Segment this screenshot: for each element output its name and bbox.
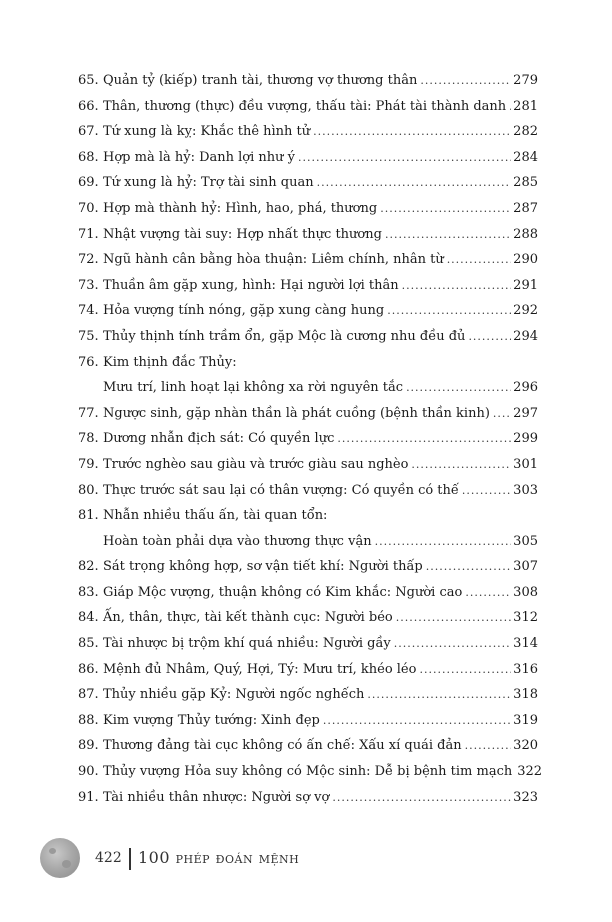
dot-leader	[493, 401, 511, 427]
toc-entry-page: 279	[513, 73, 538, 88]
toc-entry-number: 87.	[78, 687, 99, 703]
toc-entry	[78, 170, 538, 196]
toc-entry-number: 73.	[78, 277, 99, 293]
toc-entry-title: Dương nhẫn địch sát: Có quyền lực	[103, 431, 335, 447]
toc-entry-title: Quản tỷ (kiếp) tranh tài, thương vợ thương thân	[103, 73, 418, 88]
toc-entry-title: Thương đảng tài cục không có ấn chế: Xấu xí quái đản	[103, 738, 462, 754]
toc-entry-page: 301	[513, 456, 538, 472]
toc-entry-page: 287	[513, 200, 538, 216]
toc-entry-title: Tài nhiều thân nhược: Người sợ vợ	[103, 789, 330, 805]
toc-entry-page: 292	[513, 303, 538, 319]
toc-entry	[78, 682, 538, 708]
toc-entry-page: 312	[513, 610, 538, 626]
toc-entry	[78, 119, 538, 145]
toc-entry-title: Tứ xung là kỵ: Khắc thê hình tử	[103, 124, 311, 140]
toc-entry-title: Tứ xung là hỷ: Trợ tài sinh quan	[103, 175, 314, 191]
toc-entry-number: 91.	[78, 789, 99, 805]
toc-entry-page: 285	[513, 175, 538, 191]
toc-entry-page: 314	[513, 636, 538, 652]
table-of-contents	[78, 68, 543, 810]
toc-entry	[78, 68, 538, 94]
toc-entry	[78, 247, 538, 273]
toc-entry-number: 75.	[78, 328, 99, 344]
toc-entry-number: 66.	[78, 98, 99, 114]
toc-entry-title: Thân, thương (thực) đều vượng, thấu tài: Phát tài thành danh	[103, 98, 507, 114]
dot-leader	[402, 273, 512, 299]
dot-leader	[406, 375, 511, 401]
toc-entry-page: 318	[513, 687, 538, 703]
toc-entry	[78, 401, 538, 427]
toc-entry-page: 284	[513, 149, 538, 165]
toc-entry-title: Hoàn toàn phải dựa vào thương thực vận	[103, 533, 372, 549]
page-number: 422	[95, 850, 122, 866]
toc-entry-number: 89.	[78, 738, 99, 754]
dot-leader	[385, 222, 511, 248]
toc-entry-page: 319	[513, 712, 538, 728]
dot-leader	[380, 196, 511, 222]
toc-entry-number: 86.	[78, 661, 99, 677]
toc-entry-title: Sát trọng không hợp, sơ vận tiết khí: Người thấp	[103, 559, 423, 575]
dot-leader	[468, 324, 511, 350]
toc-entry-page: 322	[517, 764, 543, 780]
toc-entry-page: 305	[513, 533, 538, 549]
toc-entry-title: Trước nghèo sau giàu và trước giàu sau nghèo	[103, 456, 409, 472]
dot-leader	[465, 733, 512, 759]
toc-entry	[78, 426, 538, 452]
toc-entry-number: 80.	[78, 482, 99, 498]
toc-entry-number: 81.	[78, 508, 99, 524]
toc-entry-title: Mưu trí, linh hoạt lại không xa rời nguyên tắc	[103, 380, 404, 396]
toc-entry-number: 72.	[78, 252, 99, 268]
dot-leader	[367, 682, 511, 708]
toc-entry	[78, 350, 538, 401]
toc-entry-title: Ấn, thân, thực, tài kết thành cục: Người béo	[103, 610, 393, 626]
toc-entry-number: 69.	[78, 175, 99, 191]
toc-entry	[78, 733, 538, 759]
toc-entry-page: 323	[513, 789, 538, 805]
toc-entry-title: Thủy thịnh tính trầm ổn, gặp Mộc là cương nhu đều đủ	[103, 328, 466, 344]
toc-entry	[78, 503, 538, 554]
toc-entry-title: Giáp Mộc vượng, thuận không có Kim khắc: Người cao	[103, 584, 463, 600]
toc-entry-title: Kim thịnh đắc Thủy:	[103, 354, 237, 370]
dot-leader	[426, 554, 511, 580]
dot-leader	[337, 426, 511, 452]
toc-entry-number: 67.	[78, 124, 99, 140]
toc-entry-number: 85.	[78, 636, 99, 652]
toc-entry-number: 83.	[78, 584, 99, 600]
footer-separator	[129, 848, 131, 870]
toc-entry-number: 71.	[78, 226, 99, 242]
toc-entry	[78, 324, 538, 350]
toc-entry	[78, 631, 538, 657]
toc-entry-title: Nhật vượng tài suy: Hợp nhất thực thương	[103, 226, 382, 242]
toc-entry-title: Hỏa vượng tính nóng, gặp xung càng hung	[103, 303, 385, 319]
toc-entry-page: 296	[513, 380, 538, 396]
toc-entry	[78, 145, 538, 171]
dot-leader	[313, 119, 511, 145]
toc-entry-title: Thủy nhiều gặp Kỷ: Người ngốc nghếch	[103, 687, 365, 703]
toc-entry-page: 320	[513, 738, 538, 754]
toc-entry-number: 82.	[78, 559, 99, 575]
dot-leader	[317, 170, 512, 196]
toc-entry-page: 290	[513, 252, 538, 268]
toc-entry-page: 288	[513, 226, 538, 242]
toc-entry-number: 65.	[78, 73, 99, 88]
toc-entry-number: 68.	[78, 149, 99, 165]
dot-leader	[387, 298, 511, 324]
toc-entry	[78, 273, 538, 299]
dot-leader	[465, 580, 511, 606]
toc-entry-title: Hợp mà thành hỷ: Hình, hao, phá, thương	[103, 200, 378, 216]
dot-leader	[411, 452, 511, 478]
toc-entry-title: Mệnh đủ Nhâm, Quý, Hợi, Tý: Mưu trí, khéo léo	[103, 661, 417, 677]
toc-entry	[78, 580, 538, 606]
toc-entry	[78, 452, 538, 478]
toc-entry-page: 297	[513, 405, 538, 421]
moon-icon	[40, 838, 80, 878]
toc-entry-page: 303	[513, 482, 538, 498]
dot-leader	[394, 631, 511, 657]
dot-leader	[298, 145, 511, 171]
toc-entry-title: Ngũ hành cân bằng hòa thuận: Liêm chính, nhân từ	[103, 252, 444, 268]
toc-entry-number: 88.	[78, 712, 99, 728]
toc-entry	[78, 222, 538, 248]
toc-entry-title: Nhẫn nhiều thấu ấn, tài quan tổn:	[103, 508, 328, 524]
toc-entry-number: 70.	[78, 200, 99, 216]
toc-entry	[78, 759, 543, 785]
toc-entry-page: 281	[513, 98, 538, 114]
toc-entry-title: Ngược sinh, gặp nhàn thần là phát cuồng (bệnh thần kinh)	[103, 405, 490, 421]
dot-leader	[323, 708, 511, 734]
toc-entry-page: 282	[513, 124, 538, 140]
toc-entry-number: 79.	[78, 456, 99, 472]
toc-entry	[78, 478, 538, 504]
toc-entry-number: 76.	[78, 354, 99, 370]
dot-leader	[419, 657, 511, 683]
dot-leader	[332, 785, 511, 811]
toc-entry-title: Tài nhược bị trộm khí quá nhiều: Người gầy	[103, 636, 391, 652]
toc-entry	[78, 708, 538, 734]
toc-entry-title: Thuần âm gặp xung, hình: Hại người lợi thân	[103, 277, 399, 293]
toc-entry-title: Thủy vượng Hỏa suy không có Mộc sinh: Dễ bị bệnh tim mạch	[103, 764, 513, 780]
toc-entry-page: 291	[513, 277, 538, 293]
dot-leader	[509, 94, 511, 120]
dot-leader	[375, 529, 512, 555]
toc-entry-number: 77.	[78, 405, 99, 421]
toc-entry-number: 84.	[78, 610, 99, 626]
toc-entry	[78, 298, 538, 324]
toc-entry-number: 74.	[78, 303, 99, 319]
toc-entry-page: 294	[513, 328, 538, 344]
toc-entry-number: 90.	[78, 764, 99, 780]
toc-entry-number: 78.	[78, 431, 99, 447]
dot-leader	[420, 68, 511, 94]
toc-entry-page: 308	[513, 584, 538, 600]
toc-entry-page: 316	[513, 661, 538, 677]
toc-entry-title: Thực trước sát sau lại có thân vượng: Có quyền có thế	[103, 482, 459, 498]
toc-entry-title: Hợp mà là hỷ: Danh lợi như ý	[103, 149, 296, 165]
toc-entry	[78, 94, 538, 120]
toc-entry-title: Kim vượng Thủy tướng: Xinh đẹp	[103, 712, 320, 728]
dot-leader	[396, 605, 511, 631]
dot-leader	[462, 478, 511, 504]
page-footer	[40, 838, 460, 878]
book-title: 100 phép đoán mệnh	[138, 848, 300, 867]
dot-leader	[447, 247, 511, 273]
toc-entry-page: 299	[513, 431, 538, 447]
toc-entry	[78, 196, 538, 222]
toc-entry	[78, 785, 538, 811]
toc-entry-page: 307	[513, 559, 538, 575]
toc-entry	[78, 657, 538, 683]
toc-entry	[78, 554, 538, 580]
toc-entry	[78, 605, 538, 631]
